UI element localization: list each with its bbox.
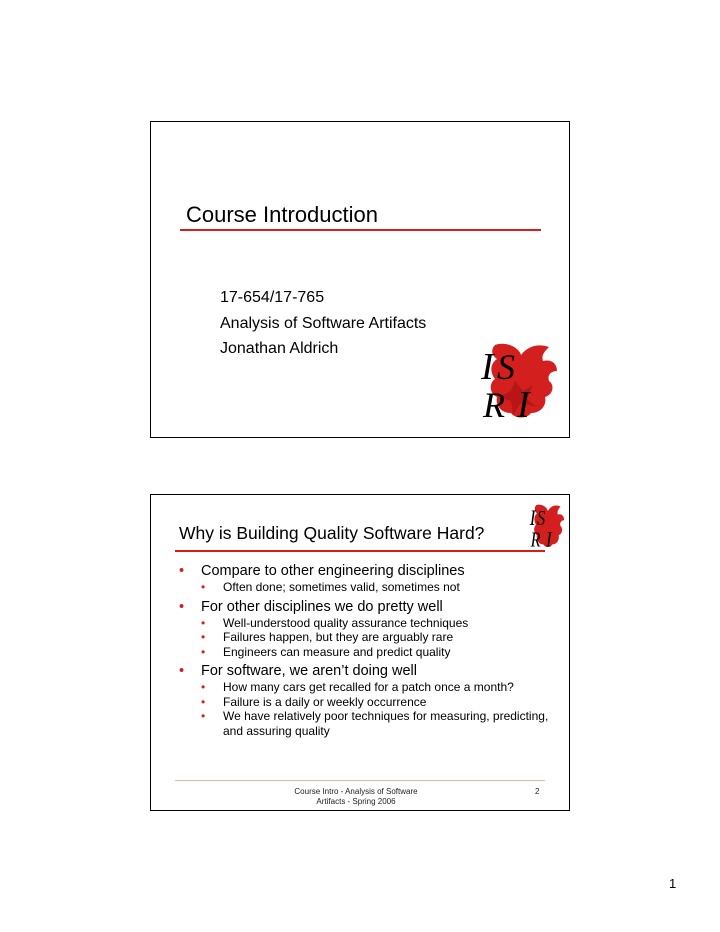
bullet-list — [177, 559, 549, 738]
footer-divider — [175, 780, 545, 781]
sub-list-item: • Often done; sometimes valid, sometimes not — [201, 580, 460, 594]
course-name: Analysis of Software Artifacts — [220, 314, 427, 332]
slide-1-subtitle — [220, 285, 426, 362]
slide-1-title: Course Introduction — [186, 202, 378, 227]
bullet-icon: • — [201, 680, 206, 694]
title-underline — [175, 550, 545, 552]
svg-text:R: R — [483, 385, 505, 421]
slide-number: 2 — [535, 787, 540, 796]
sub-list-item: • We have relatively poor techniques for measuring, predicting, and assuring quality — [201, 709, 549, 738]
title-underline — [180, 229, 541, 231]
bullet-icon: • — [201, 644, 206, 659]
bullet-icon: • — [179, 598, 185, 615]
bullet-icon: • — [179, 663, 185, 679]
list-item: • For software, we aren’t doing well — [179, 663, 417, 679]
list-item: • For other disciplines we do pretty well — [179, 598, 443, 615]
svg-text:S: S — [497, 347, 515, 387]
bullet-icon: • — [201, 580, 206, 594]
svg-text:I: I — [481, 346, 494, 388]
course-number: 17-654/17-765 — [220, 289, 325, 306]
slide-1 — [150, 121, 570, 438]
list-item: • Compare to other engineering disciplines — [179, 563, 465, 579]
slide-2-title: Why is Building Quality Software Hard? — [179, 523, 485, 543]
sub-list-item: • Failure is a daily or weekly occurrence — [201, 694, 427, 709]
slide-2 — [150, 494, 570, 811]
sub-list-item: • How many cars get recalled for a patch once a month? — [201, 680, 514, 694]
sub-list-item: • Failures happen, but they are arguably rare — [201, 630, 454, 644]
svg-text:I: I — [517, 384, 530, 421]
svg-text:R: R — [530, 528, 541, 549]
bullet-icon: • — [179, 563, 185, 579]
bullet-icon: • — [201, 615, 206, 630]
isri-logo-icon — [475, 341, 559, 421]
bullet-icon: • — [201, 709, 206, 723]
instructor-name: Jonathan Aldrich — [220, 340, 339, 357]
svg-text:I: I — [529, 505, 536, 531]
bullet-icon: • — [201, 694, 206, 709]
bullet-icon: • — [201, 630, 206, 644]
svg-text:S: S — [536, 507, 546, 531]
isri-logo-icon — [527, 503, 565, 549]
slide-footer: Course Intro - Analysis of Software Artifacts - Spring 2006 — [294, 787, 418, 806]
page-number: 1 — [669, 876, 677, 891]
sub-list-item: • Engineers can measure and predict quality — [201, 644, 451, 659]
svg-text:I: I — [546, 527, 552, 549]
sub-list-item: • Well-understood quality assurance techniques — [201, 615, 469, 630]
